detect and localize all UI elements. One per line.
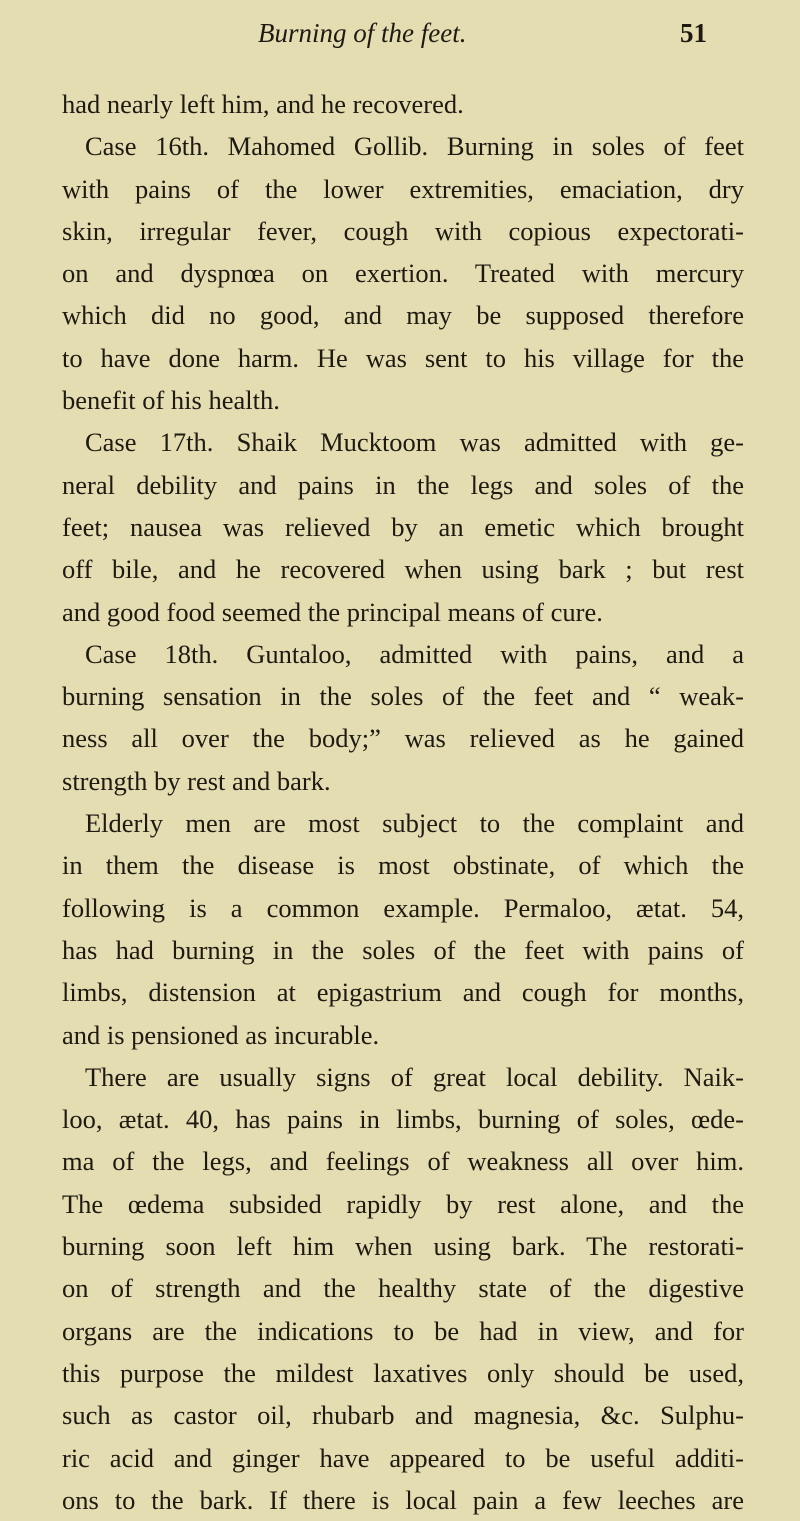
text-line: organs are the indications to be had in view, and for <box>62 1315 744 1346</box>
page-body <box>62 83 744 1521</box>
text-line: ness all over the body;” was relieved as he gained <box>62 723 744 754</box>
text-line: had nearly left him, and he recovered. <box>62 89 464 119</box>
page-header <box>0 18 800 58</box>
text-line: skin, irregular fever, cough with copious expectorati- <box>62 215 744 246</box>
text-line: to have done harm. He was sent to his village for the <box>62 342 744 373</box>
text-line: on of strength and the healthy state of the digestive <box>62 1273 744 1304</box>
text-line: limbs, distension at epigastrium and cough for months, <box>62 977 744 1008</box>
text-line: The œdema subsided rapidly by rest alone, and the <box>62 1188 744 1219</box>
text-line: feet; nausea was relieved by an emetic which brought <box>62 511 744 542</box>
text-line: strength by rest and bark. <box>62 765 331 796</box>
text-line: burning sensation in the soles of the feet and “ weak- <box>62 681 744 712</box>
text-line: such as castor oil, rhubarb and magnesia, &c. Sulphu- <box>62 1400 744 1431</box>
text-line: and good food seemed the principal means of cure. <box>62 596 603 627</box>
text-line: this purpose the mildest laxatives only should be used, <box>62 1357 744 1388</box>
text-line: loo, ætat. 40, has pains in limbs, burning of soles, œde- <box>62 1104 744 1135</box>
text-line: There are usually signs of great local debility. Naik- <box>85 1061 744 1092</box>
text-line: burning soon left him when using bark. The restorati- <box>62 1231 744 1262</box>
text-line: off bile, and he recovered when using bark ; but rest <box>62 554 744 585</box>
text-line: neral debility and pains in the legs and soles of the <box>62 469 744 500</box>
text-line: ons to the bark. If there is local pain a few leeches are <box>62 1484 744 1515</box>
text-line: with pains of the lower extremities, emaciation, dry <box>62 173 744 204</box>
text-line: ric acid and ginger have appeared to be useful additi- <box>62 1442 744 1473</box>
page-number: 51 <box>680 18 707 48</box>
text-line: on and dyspnœa on exertion. Treated with mercury <box>62 258 744 289</box>
running-title: Burning of the feet. <box>258 18 467 48</box>
text-line: benefit of his health. <box>62 385 280 416</box>
text-line: ma of the legs, and feelings of weakness all over him. <box>62 1146 744 1177</box>
text-line: Case 16th. Mahomed Gollib. Burning in soles of feet <box>85 131 744 162</box>
text-line: which did no good, and may be supposed therefore <box>62 300 744 331</box>
text-line: has had burning in the soles of the feet with pains of <box>62 934 744 965</box>
text-line: Case 17th. Shaik Mucktoom was admitted with ge- <box>85 427 744 458</box>
text-line: Case 18th. Guntaloo, admitted with pains, and a <box>85 638 744 669</box>
text-line: and is pensioned as incurable. <box>62 1019 380 1050</box>
text-line: in them the disease is most obstinate, of which the <box>62 850 744 881</box>
text-line: following is a common example. Permaloo, ætat. 54, <box>62 892 744 923</box>
text-line: Elderly men are most subject to the complaint and <box>85 808 744 839</box>
